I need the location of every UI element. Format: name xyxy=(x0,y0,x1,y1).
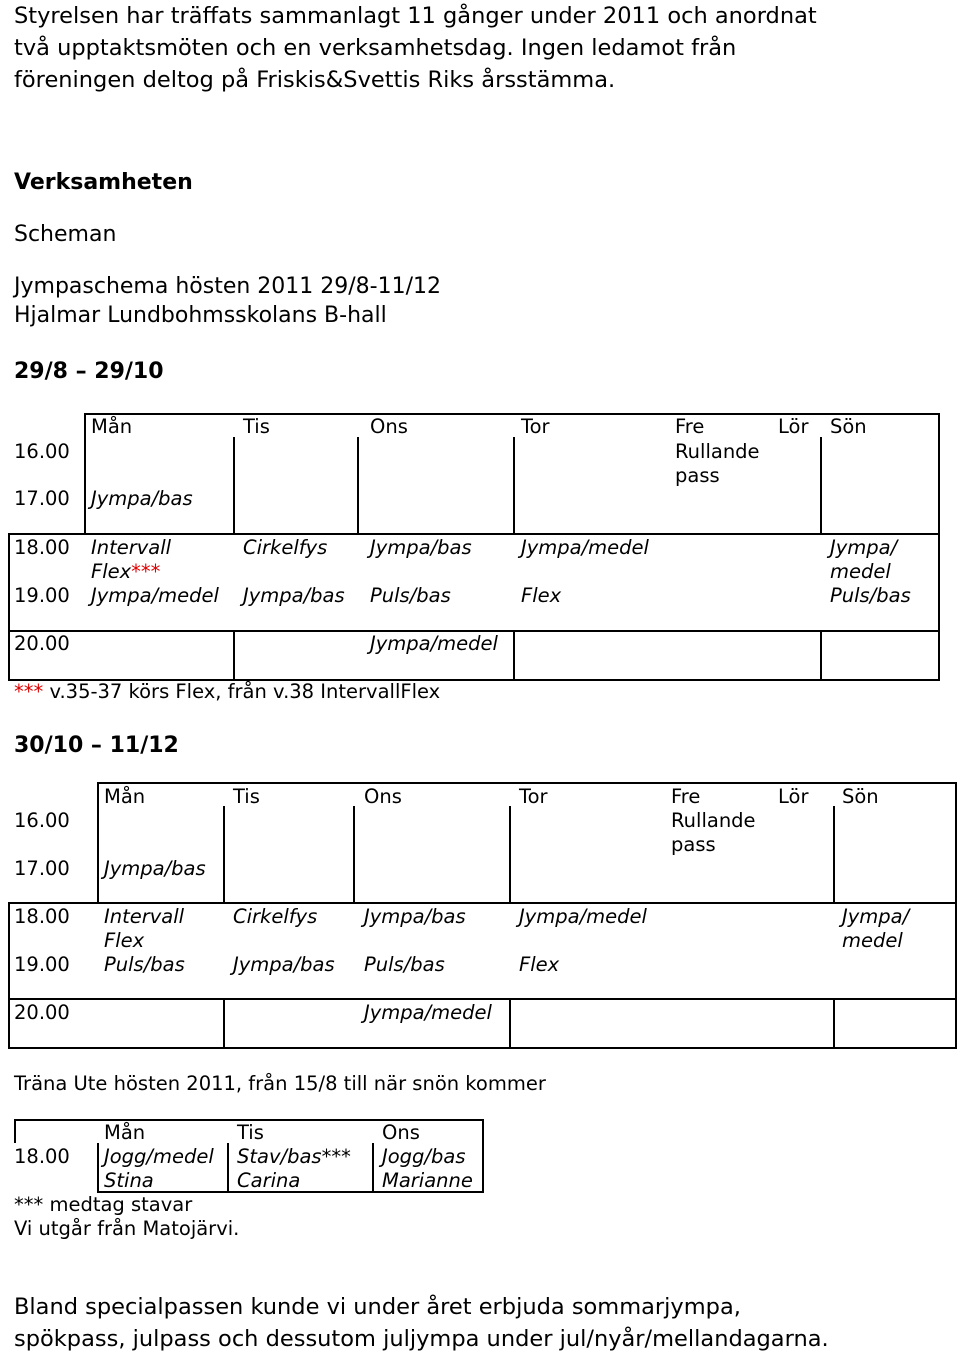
cell-sun-19: Puls/bas xyxy=(830,584,911,607)
outdoor-title: Träna Ute hösten 2011, från 15/8 till när snön kommer xyxy=(14,1072,546,1095)
cell-mon-18: Intervall xyxy=(91,536,172,559)
time-label: 18.00 xyxy=(14,536,70,559)
day-header-fri: Fre xyxy=(671,785,701,808)
cell-thu-19: Flex xyxy=(519,953,560,976)
table-line xyxy=(938,413,940,680)
table-line xyxy=(820,630,822,680)
schedule-title: Jympaschema hösten 2011 29/8-11/12 xyxy=(14,274,442,299)
cell-wed-18: Jympa/bas xyxy=(364,905,466,928)
cell-mon-18: Stina xyxy=(104,1169,154,1192)
day-header-thu: Tor xyxy=(519,785,548,808)
table-line xyxy=(513,437,515,533)
cell-tue-19: Jympa/bas xyxy=(243,584,345,607)
time-label: 17.00 xyxy=(14,857,70,880)
cell-tue-18: Cirkelfys xyxy=(243,536,328,559)
cell-mon-19: Puls/bas xyxy=(104,953,185,976)
intro-line-1: Styrelsen har träffats sammanlagt 11 gånger under 2011 och anordnat xyxy=(14,3,817,29)
cell-mon-19: Jympa/medel xyxy=(91,584,219,607)
cell-thu-18: Jympa/medel xyxy=(521,536,649,559)
table-line xyxy=(509,806,511,902)
time-label: 18.00 xyxy=(14,1145,70,1168)
cell-thu-18: Jympa/medel xyxy=(519,905,647,928)
venue: Hjalmar Lundbohmsskolans B-hall xyxy=(14,303,387,328)
time-label: 16.00 xyxy=(14,440,70,463)
day-header-fri: Fre xyxy=(675,415,705,438)
table-line xyxy=(820,437,822,533)
table-line xyxy=(509,998,511,1048)
time-label: 16.00 xyxy=(14,809,70,832)
day-header-wed: Ons xyxy=(364,785,402,808)
table-line xyxy=(97,782,957,784)
table-line xyxy=(97,782,99,902)
cell-wed-18: Marianne xyxy=(382,1169,473,1192)
cell-fri-16: pass xyxy=(671,833,716,856)
day-header-wed: Ons xyxy=(382,1121,420,1144)
table-line xyxy=(223,998,225,1048)
cell-wed-19: Puls/bas xyxy=(370,584,451,607)
cell-tue-18: Carina xyxy=(237,1169,301,1192)
table-line xyxy=(8,1047,957,1049)
time-label: 18.00 xyxy=(14,905,70,928)
cell-wed-18: Jympa/bas xyxy=(370,536,472,559)
table-line xyxy=(833,998,835,1048)
table-line xyxy=(955,782,957,1048)
outdoor-note: *** medtag stavar xyxy=(14,1193,193,1216)
cell-wed-20: Jympa/medel xyxy=(364,1001,492,1024)
closing-line-2: spökpass, julpass och dessutom juljympa under jul/nyår/mellandagarna. xyxy=(14,1326,829,1352)
day-header-mon: Mån xyxy=(91,415,133,438)
cell-wed-19: Puls/bas xyxy=(364,953,445,976)
table-line xyxy=(233,437,235,533)
closing-paragraph xyxy=(14,1291,829,1355)
table-line xyxy=(372,1143,374,1193)
time-label: 20.00 xyxy=(14,1001,70,1024)
table-line xyxy=(227,1143,229,1193)
cell-text: Flex xyxy=(91,560,132,583)
day-header-sun: Sön xyxy=(830,415,867,438)
table-line xyxy=(513,630,515,680)
table-line xyxy=(97,1143,99,1193)
table-line xyxy=(8,902,10,1048)
table-line xyxy=(223,806,225,902)
section-title: Verksamheten xyxy=(14,170,193,195)
day-header-mon: Mån xyxy=(104,785,146,808)
cell-sun-18: medel xyxy=(842,929,903,952)
table-line xyxy=(8,902,957,904)
period1-note xyxy=(14,680,440,703)
cell-mon-18 xyxy=(91,560,160,584)
day-header-wed: Ons xyxy=(370,415,408,438)
period2-title: 30/10 – 11/12 xyxy=(14,733,179,758)
closing-line-1: Bland specialpassen kunde vi under året erbjuda sommarjympa, xyxy=(14,1294,741,1320)
table-line xyxy=(8,998,957,1000)
table-line xyxy=(353,806,355,902)
cell-wed-20: Jympa/medel xyxy=(370,632,498,655)
cell-thu-19: Flex xyxy=(521,584,562,607)
outdoor-meeting-point: Vi utgår från Matojärvi. xyxy=(14,1217,240,1240)
cell-mon-17: Jympa/bas xyxy=(91,487,193,510)
cell-sun-18: medel xyxy=(830,560,891,583)
cell-mon-18: Intervall xyxy=(104,905,185,928)
cell-tue-19: Jympa/bas xyxy=(233,953,335,976)
cell-tue-18: Cirkelfys xyxy=(233,905,318,928)
cell-wed-18: Jogg/bas xyxy=(382,1145,466,1168)
cell-sun-18: Jympa/ xyxy=(830,536,898,559)
time-label: 19.00 xyxy=(14,953,70,976)
day-header-sat: Lör xyxy=(778,415,809,438)
cell-mon-18: Jogg/medel xyxy=(104,1145,214,1168)
footnote-marker: *** xyxy=(14,680,44,703)
table-line xyxy=(233,630,235,680)
subtitle: Scheman xyxy=(14,222,117,247)
table-line xyxy=(84,413,940,415)
day-header-tue: Tis xyxy=(243,415,270,438)
time-label: 19.00 xyxy=(14,584,70,607)
day-header-sat: Lör xyxy=(778,785,809,808)
time-label: 20.00 xyxy=(14,632,70,655)
cell-fri-16: pass xyxy=(675,464,720,487)
cell-mon-18: Flex xyxy=(104,929,145,952)
cell-fri-16: Rullande xyxy=(671,809,756,832)
day-header-tue: Tis xyxy=(237,1121,264,1144)
table-line xyxy=(84,413,86,533)
cell-sun-18: Jympa/ xyxy=(842,905,910,928)
table-line xyxy=(8,533,10,680)
table-line xyxy=(482,1119,484,1193)
table-line xyxy=(357,437,359,533)
period1-title: 29/8 – 29/10 xyxy=(14,359,164,384)
day-header-mon: Mån xyxy=(104,1121,146,1144)
note-text: v.35-37 körs Flex, från v.38 IntervallFlex xyxy=(43,680,441,703)
footnote-marker: *** xyxy=(131,560,161,583)
table-line xyxy=(14,1119,16,1143)
cell-mon-17: Jympa/bas xyxy=(104,857,206,880)
time-label: 17.00 xyxy=(14,487,70,510)
day-header-tue: Tis xyxy=(233,785,260,808)
table-line xyxy=(833,806,835,902)
cell-tue-18: Stav/bas*** xyxy=(237,1145,351,1168)
table-line xyxy=(8,533,940,535)
intro-line-3: föreningen deltog på Friskis&Svettis Riks årsstämma. xyxy=(14,67,616,93)
intro-line-2: två upptaktsmöten och en verksamhetsdag. Ingen ledamot från xyxy=(14,35,737,61)
cell-fri-16: Rullande xyxy=(675,440,760,463)
intro-paragraph xyxy=(14,0,817,96)
day-header-thu: Tor xyxy=(521,415,550,438)
day-header-sun: Sön xyxy=(842,785,879,808)
